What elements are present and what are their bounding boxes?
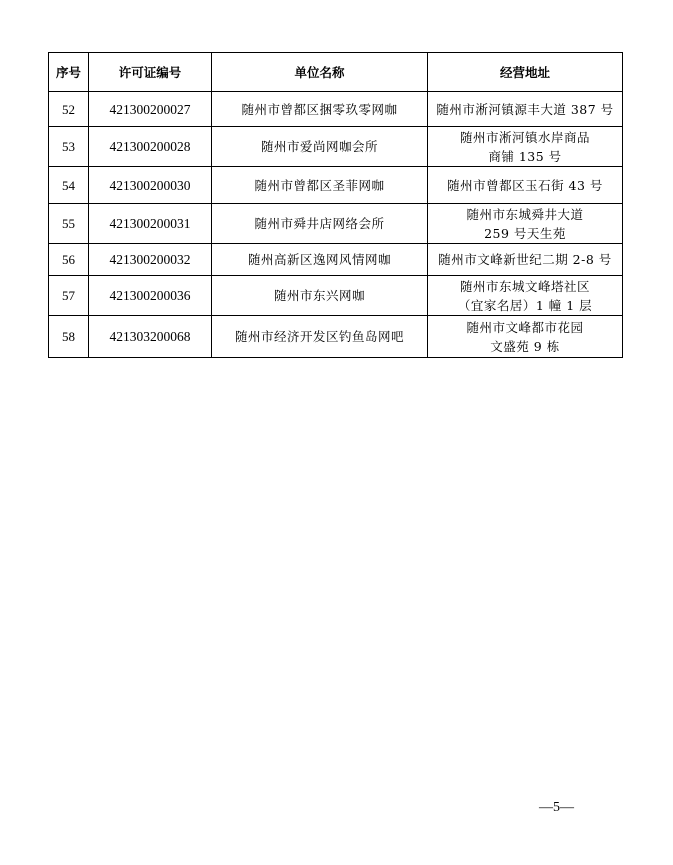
row-unit-name: 随州市曾都区捆零玖零网咖 — [212, 92, 428, 127]
row-business-address — [428, 167, 623, 204]
row-license-number: 421300200027 — [89, 92, 212, 127]
address-line: 随州市曾都区玉石街 43 号 — [447, 177, 603, 193]
row-license-number: 421300200028 — [89, 127, 212, 167]
row-business-address — [428, 92, 623, 127]
table-row — [49, 204, 623, 244]
page-number: —5— — [539, 800, 574, 815]
address-line: （宜家名居）1 幢 1 层 — [457, 297, 593, 313]
table-row — [49, 167, 623, 204]
row-license-number: 421300200030 — [89, 167, 212, 204]
row-index: 54 — [49, 167, 89, 204]
header-unit-name: 单位名称 — [212, 53, 428, 92]
address-line: 随州市文峰都市花园 — [466, 319, 584, 335]
row-business-address — [428, 276, 623, 316]
license-table — [48, 52, 623, 358]
row-unit-name: 随州市曾都区圣菲网咖 — [212, 167, 428, 204]
row-business-address — [428, 127, 623, 167]
row-index: 58 — [49, 316, 89, 358]
header-license-number: 许可证编号 — [89, 53, 212, 92]
row-index: 56 — [49, 244, 89, 276]
address-line: 随州市东城舜井大道 — [466, 206, 584, 222]
table-row — [49, 92, 623, 127]
row-license-number: 421303200068 — [89, 316, 212, 358]
row-unit-name: 随州高新区逸网风情网咖 — [212, 244, 428, 276]
address-line: 随州市文峰新世纪二期 2-8 号 — [438, 252, 612, 267]
table-header-row — [49, 53, 623, 92]
table-body — [49, 92, 623, 358]
header-business-address: 经营地址 — [428, 53, 623, 92]
row-business-address — [428, 244, 623, 276]
row-business-address — [428, 316, 623, 358]
header-index: 序号 — [49, 53, 89, 92]
table-row — [49, 244, 623, 276]
address-line: 随州市淅河镇水岸商品 — [459, 129, 590, 145]
row-unit-name: 随州市东兴网咖 — [212, 276, 428, 316]
license-table-container — [48, 52, 622, 358]
row-unit-name: 随州市爱尚网咖会所 — [212, 127, 428, 167]
address-line: 随州市淅河镇源丰大道 387 号 — [436, 101, 614, 117]
row-license-number: 421300200036 — [89, 276, 212, 316]
row-index: 55 — [49, 204, 89, 244]
table-row — [49, 127, 623, 167]
address-line: 259 号天生苑 — [484, 225, 566, 241]
row-license-number: 421300200032 — [89, 244, 212, 276]
row-license-number: 421300200031 — [89, 204, 212, 244]
address-line: 文盛苑 9 栋 — [490, 338, 560, 354]
table-row — [49, 316, 623, 358]
row-index: 52 — [49, 92, 89, 127]
row-unit-name: 随州市经济开发区钓鱼岛网吧 — [212, 316, 428, 358]
address-line: 随州市东城文峰塔社区 — [459, 278, 590, 294]
table-row — [49, 276, 623, 316]
address-line: 商铺 135 号 — [488, 148, 562, 164]
row-index: 53 — [49, 127, 89, 167]
row-unit-name: 随州市舜井店网络会所 — [212, 204, 428, 244]
row-business-address — [428, 204, 623, 244]
row-index: 57 — [49, 276, 89, 316]
